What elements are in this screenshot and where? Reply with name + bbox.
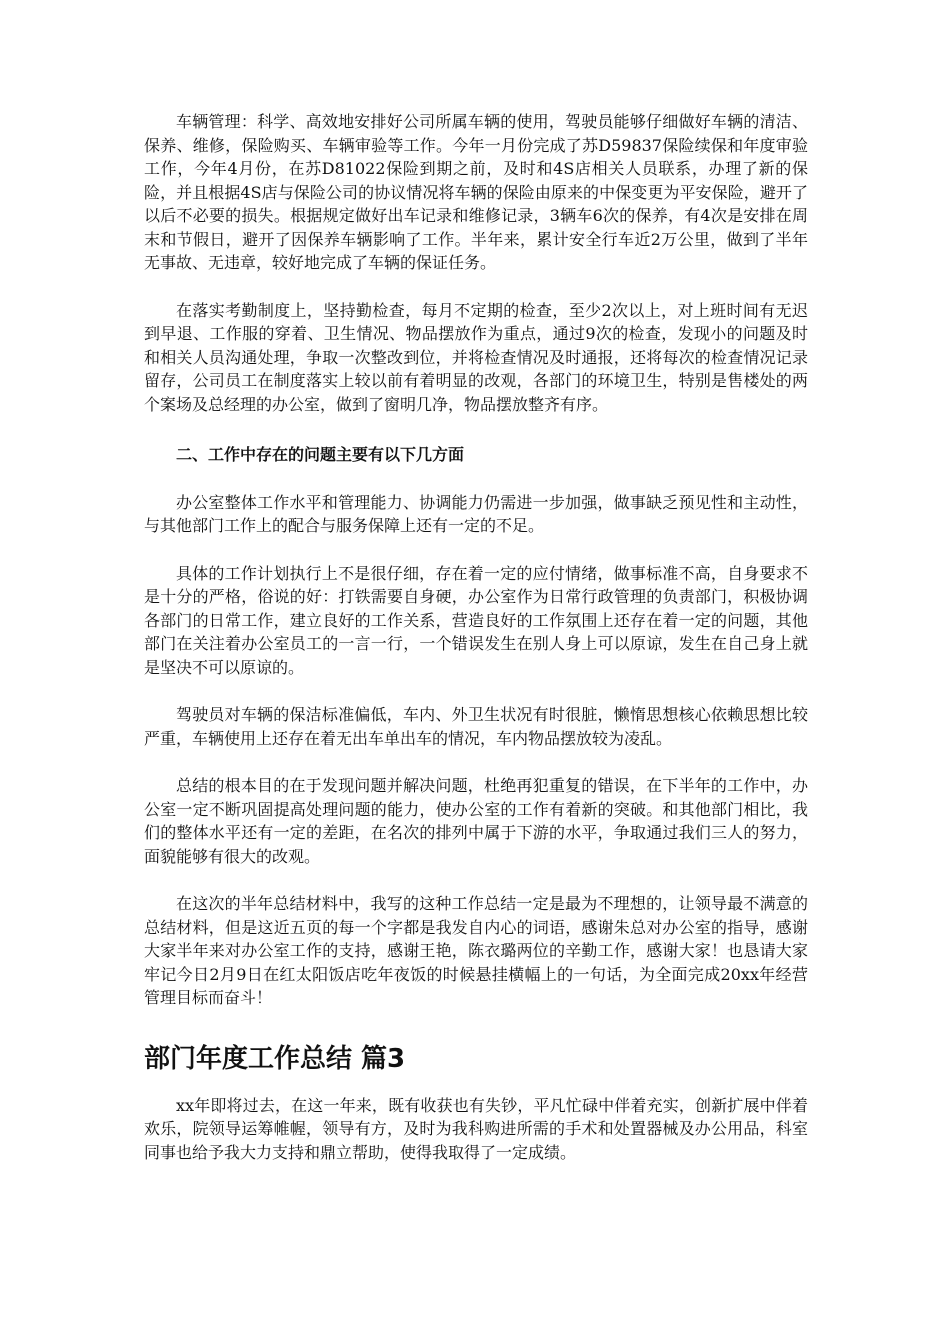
paragraph-attendance: 在落实考勤制度上，坚持勤检查，每月不定期的检查，至少2次以上，对上班时间有无迟到早退、工作服的穿着、卫生情况、物品摆放作为重点，通过9次的检查，发现小的问题及时和相关人员沟通处理，争取一次整改到位，并将检查情况及时通报，还将每次的检查情况记录留存，公司员工在制度落实上较以前有着明显的改观，各部门的环境卫生，特别是售楼处的两个案场及总经理的办公室，做到了窗明几净，物品摆放整齐有序。 bbox=[144, 300, 808, 414]
paragraph-thanks: 在这次的半年总结材料中，我写的这种工作总结一定是最为不理想的，让领导最不满意的总结材料，但是这近五页的每一个字都是我发自内心的词语，感谢朱总对办公室的指导，感谢大家半年来对办公室工作的支持，感谢王艳，陈衣璐两位的辛勤工作，感谢大家！也恳请大家牢记今日2月9日在红太阳饭店吃年夜饭的时候悬挂横幅上的一句话，为全面完成20xx年经营管理目标而奋斗！ bbox=[144, 894, 808, 1007]
paragraph-problem-2: 具体的工作计划执行上不是很仔细，存在着一定的应付情绪，做事标准不高，自身要求不是十分的严格，俗说的好：打铁需要自身硬，办公室作为日常行政管理的负责部门，积极协调各部门的日常工作，建立良好的工作关系，营造良好的工作氛围上还存在着一定的问题，其他部门在关注着办公室员工的一言一行，一个错误发生在别人身上可以原谅，发生在自己身上就是坚决不可以原谅的。 bbox=[144, 563, 808, 677]
paragraph-problem-3: 驾驶员对车辆的保洁标准偏低，车内、外卫生状况有时很脏，懒惰思想核心依赖思想比较严重，车辆使用上还存在着无出车单出车的情况，车内物品摆放较为凌乱。 bbox=[144, 705, 808, 748]
section-heading: 二、工作中存在的问题主要有以下几方面 bbox=[176, 445, 465, 464]
document-title: 部门年度工作总结 篇3 bbox=[144, 1043, 406, 1074]
paragraph-vehicle-management: 车辆管理：科学、高效地安排好公司所属车辆的使用，驾驶员能够仔细做好车辆的清洁、保养、维修，保险购买、车辆审验等工作。今年一月份完成了苏D59837保险续保和年度审验工作，今年4月份，在苏D81022保险到期之前，及时和4S店相关人员联系，办理了新的保险，并且根据4S店与保险公司的协议情况将车辆的保险由原来的中保变更为平安保险，避开了以后不必要的损失。根据规定做好出车记录和维修记录，3辆车6次的保养，有4次是安排在周末和节假日，避开了因保养车辆影响了工作。半年来，累计安全行车近2万公里，做到了半年无事故、无违章，较好地完成了车辆的保证任务。 bbox=[144, 112, 808, 272]
paragraph-summary: 总结的根本目的在于发现问题并解决问题，杜绝再犯重复的错误，在下半年的工作中，办公室一定不断巩固提高处理问题的能力，使办公室的工作有着新的突破。和其他部门相比，我们的整体水平还有一定的差距，在名次的排列中属于下游的水平，争取通过我们三人的努力，面貌能够有很大的改观。 bbox=[144, 776, 808, 866]
paragraph-problem-1: 办公室整体工作水平和管理能力、协调能力仍需进一步加强，做事缺乏预见性和主动性，与其他部门工作上的配合与服务保障上还有一定的不足。 bbox=[144, 492, 808, 535]
paragraph-intro: xx年即将过去，在这一年来，既有收获也有失钞，平凡忙碌中伴着充实，创新扩展中伴着欢乐，院领导运筹帷幄，领导有方，及时为我科购进所需的手术和处置器械及办公用品，科室同事也给予我大力支持和鼎立帮助，使得我取得了一定成绩。 bbox=[144, 1095, 808, 1162]
document-page bbox=[144, 110, 808, 1164]
